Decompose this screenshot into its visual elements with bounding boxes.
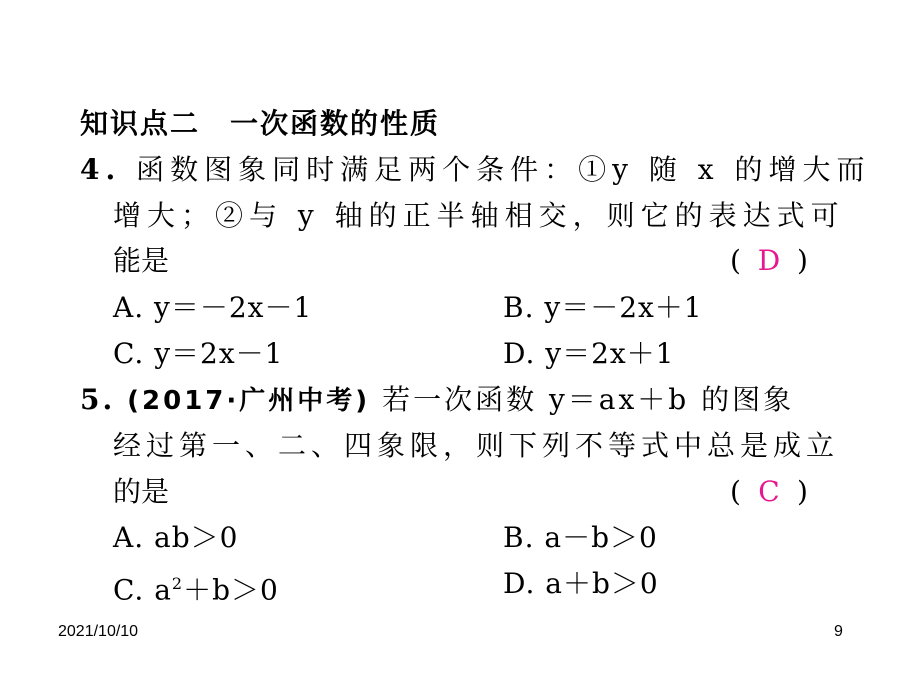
q5-number: 5.: [80, 383, 116, 416]
q5-option-d: D. a＋b＞0: [503, 567, 659, 600]
q5-option-b: B. a－b＞0: [503, 521, 658, 554]
q4-text-3: 能是: [113, 244, 170, 277]
q4-paren-open: (: [730, 244, 741, 277]
q4-option-b: B. y＝－2x＋1: [503, 291, 703, 324]
q4-option-a: A. y＝－2x－1: [113, 291, 313, 324]
q5-text-3: 的是: [113, 475, 170, 508]
q4-text-2: 增大；②与 y 轴的正半轴相交，则它的表达式可: [113, 199, 845, 232]
q4-number: 4.: [80, 153, 122, 186]
q5-text-2: 经过第一、二、四象限，则下列不等式中总是成立: [113, 429, 840, 462]
q5-answer: C: [758, 475, 780, 508]
q5-option-c-suffix: ＋b＞0: [183, 573, 279, 607]
q5-option-c-superscript: 2: [171, 574, 184, 593]
q4-text-1: 函数图象同时满足两个条件：①y 随 x 的增大而: [136, 153, 871, 186]
q4-answer-bracket: [730, 243, 808, 279]
footer-date: 2021/10/10: [58, 623, 139, 640]
q4-option-c: C. y＝2x－1: [113, 337, 284, 370]
q4-answer: D: [757, 244, 781, 277]
q5-paren-open: (: [730, 475, 741, 508]
q5-answer-bracket: [730, 474, 808, 510]
q4-line-1: [80, 152, 870, 188]
q4-option-d: D. y＝2x＋1: [503, 337, 675, 370]
section-heading: 知识点二 一次函数的性质: [80, 107, 441, 140]
q5-line-1: [80, 382, 794, 419]
q5-option-c: [113, 566, 279, 608]
q5-source: (2017·广州中考): [127, 386, 371, 416]
q5-option-c-prefix: C. a: [113, 573, 172, 607]
q5-paren-close: ): [796, 475, 808, 508]
q4-paren-close: ): [796, 244, 808, 277]
q5-text-1: 若一次函数 y＝ax＋b 的图象: [382, 383, 795, 416]
footer-page-number: 9: [834, 623, 843, 640]
q5-option-a: A. ab＞0: [113, 521, 239, 554]
